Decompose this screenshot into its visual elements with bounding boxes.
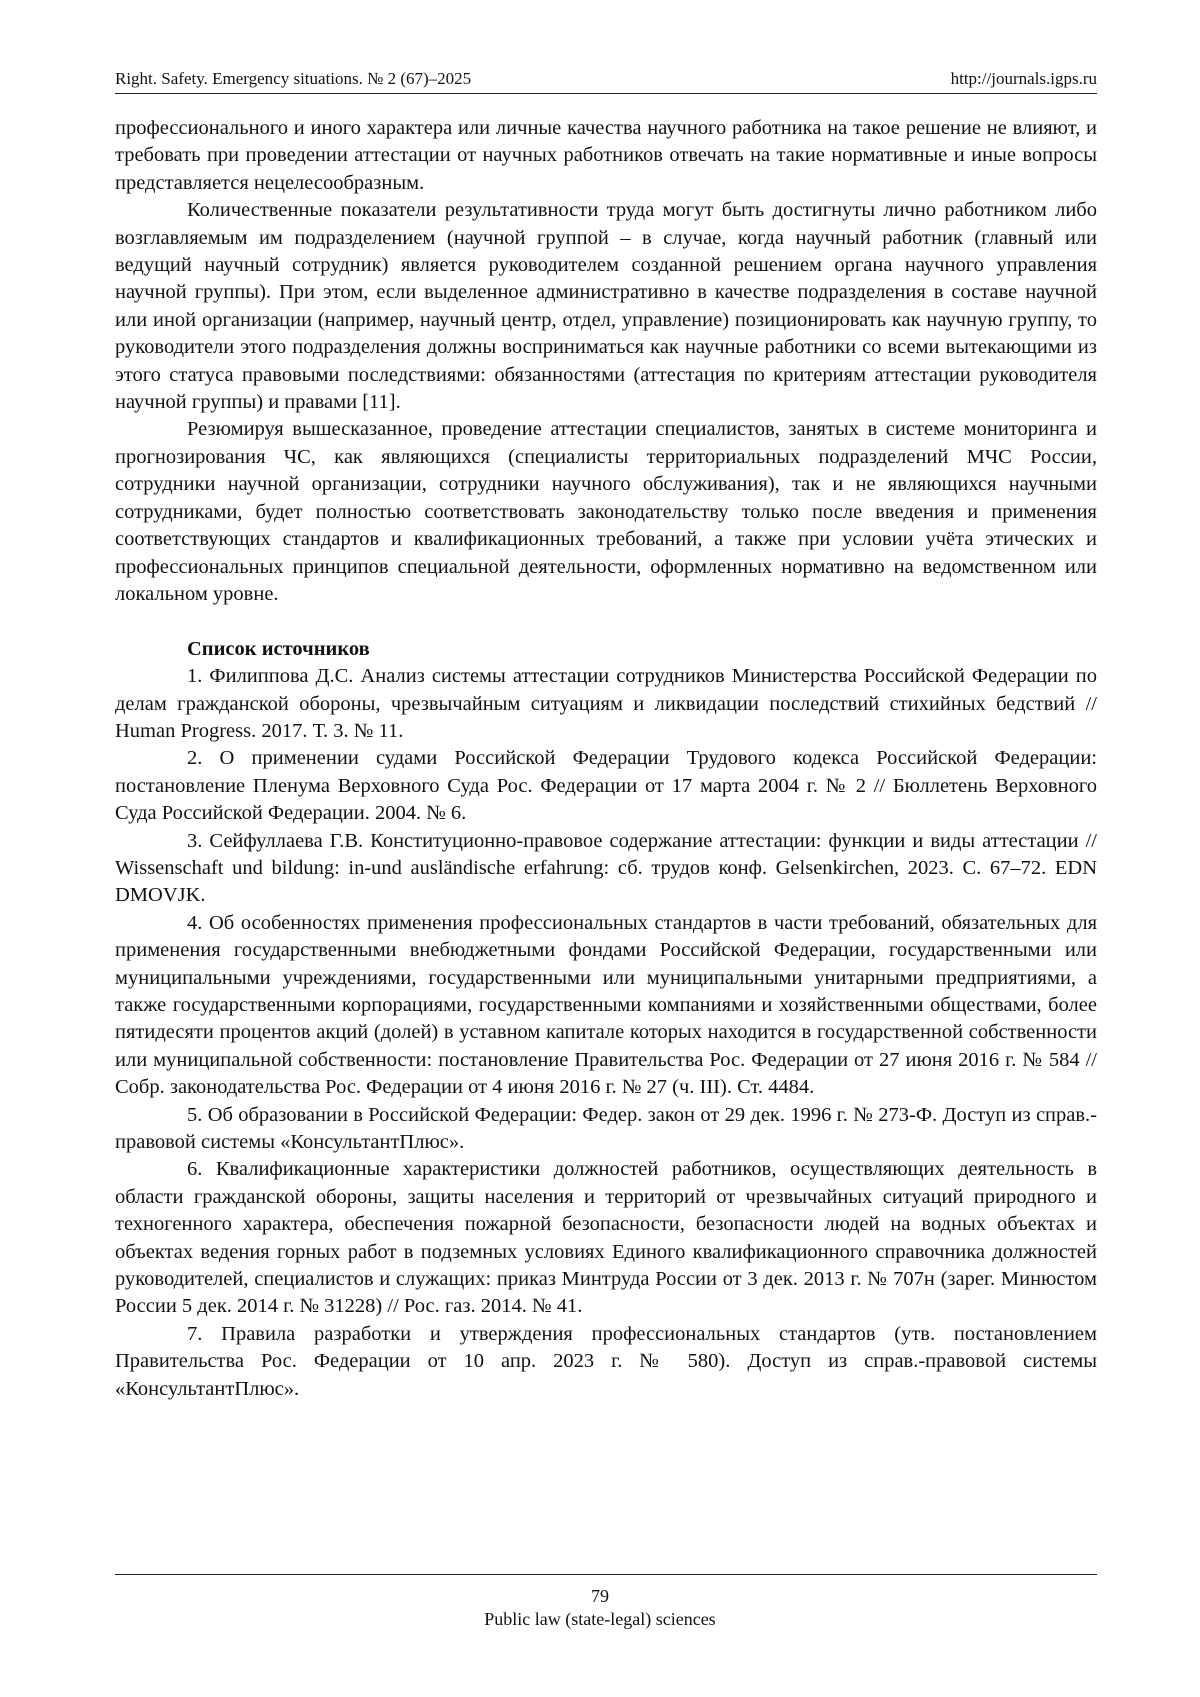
reference-item: 5. Об образовании в Российской Федерации: Федер. закон от 29 дек. 1996 г. № 273-Ф. Доступ из справ.-правовой системы «КонсультантПлюс».: [115, 1103, 1097, 1154]
reference-item: 6. Квалификационные характеристики должностей работников, осуществляющих деятельность в области гражданской обороны, защиты населения и территорий от чрезвычайных ситуаций природного и техногенного характера, обеспечения пожарной безопасности, безопасности людей на водных объектах и объектах ведения горных работ в подземных условиях Единого квалификационного справочника должностей руководителей, специалистов и служащих: приказ Минтруда России от 3 дек. 2013 г. № 707н (зарег. Минюстом России 5 дек. 2014 г. № 31228) // Рос. газ. 2014. № 41.: [115, 1158, 1097, 1318]
reference-item: 3. Сейфуллаева Г.В. Конституционно-правовое содержание аттестации: функции и виды аттестации // Wissenschaft und bildung: in-und ausländische erfahrung: сб. трудов конф. Gelsenkirchen, 2023. С. 67–72. EDN DMOVJK.: [115, 829, 1097, 907]
header-divider: [115, 93, 1097, 94]
reference-item: 7. Правила разработки и утверждения профессиональных стандартов (утв. постановлением Правительства Рос. Федерации от 10 апр. 2023 г. № 580). Доступ из справ.-правовой системы «КонсультантПлюс».: [115, 1322, 1097, 1400]
running-header: [115, 68, 1097, 90]
reference-item: 2. О применении судами Российской Федерации Трудового кодекса Российской Федерации: постановление Пленума Верховного Суда Рос. Федерации от 17 марта 2004 г. № 2 // Бюллетень Верховного Суда Российской Федерации. 2004. № 6.: [115, 747, 1097, 825]
reference-item: 1. Филиппова Д.С. Анализ системы аттестации сотрудников Министерства Российской Федерации по делам гражданской обороны, чрезвычайным ситуациям и ликвидации последствий стихийных бедствий // Human Progress. 2017. Т. 3. № 11.: [115, 665, 1097, 742]
page-number: 79: [591, 1586, 609, 1606]
journal-title: Right. Safety. Emergency situations. № 2 (67)–2025: [115, 69, 472, 88]
article-body: [115, 115, 1097, 1403]
paragraph: Количественные показатели результативности труда могут быть достигнуты лично работником либо возглавляемым им подразделением (научной группой – в случае, когда научный работник (главный или ведущий научный сотрудник) является руководителем созданной решением органа научного управления научной группы). При этом, если выделенное административно в качестве подразделения в составе научной или иной организации (например, научный центр, отдел, управление) позиционировать как научную группу, то руководители этого подразделения должны восприниматься как научные работники со всеми вытекающими из этого статуса правовыми последствиями: обязанностями (аттестация по критериям аттестации руководителя научной группы) и правами [11].: [115, 199, 1097, 414]
references-heading: Список источников: [187, 637, 370, 660]
footer-section-title: Public law (state-legal) sciences: [484, 1609, 716, 1629]
paragraph: профессионального и иного характера или личные качества научного работника на такое решение не влияют, и требовать при проведении аттестации от научных работников отвечать на такие нормативные и иные вопросы представляется нецелесообразным.: [115, 117, 1097, 194]
reference-item: 4. Об особенностях применения профессиональных стандартов в части требований, обязательных для применения государственными внебюджетными фондами Российской Федерации, государственными или муниципальными учреждениями, государственными или муниципальными унитарными предприятиями, а также государственными корпорациями, государственными компаниями и хозяйственными обществами, более пятидесяти процентов акций (долей) в уставном капитале которых находится в государственной собственности или муниципальной собственности: постановление Правительства Рос. Федерации от 27 июня 2016 г. № 584 // Собр. законодательства Рос. Федерации от 4 июня 2016 г. № 27 (ч. III). Ст. 4484.: [115, 911, 1097, 1099]
footer-divider: [115, 1574, 1097, 1575]
paragraph: Резюмируя вышесказанное, проведение аттестации специалистов, занятых в системе мониторинга и прогнозирования ЧС, как являющихся (специалисты территориальных подразделений МЧС России, сотрудники научной организации, сотрудники научного обслуживания), так и не являющихся научными сотрудниками, будет полностью соответствовать законодательству только после введения и применения соответствующих стандартов и квалификационных требований, а также при условии учёта этических и профессиональных принципов специальной деятельности, оформленных нормативно на ведомственном или локальном уровне.: [115, 418, 1097, 605]
journal-url[interactable]: http://journals.igps.ru: [950, 69, 1097, 88]
